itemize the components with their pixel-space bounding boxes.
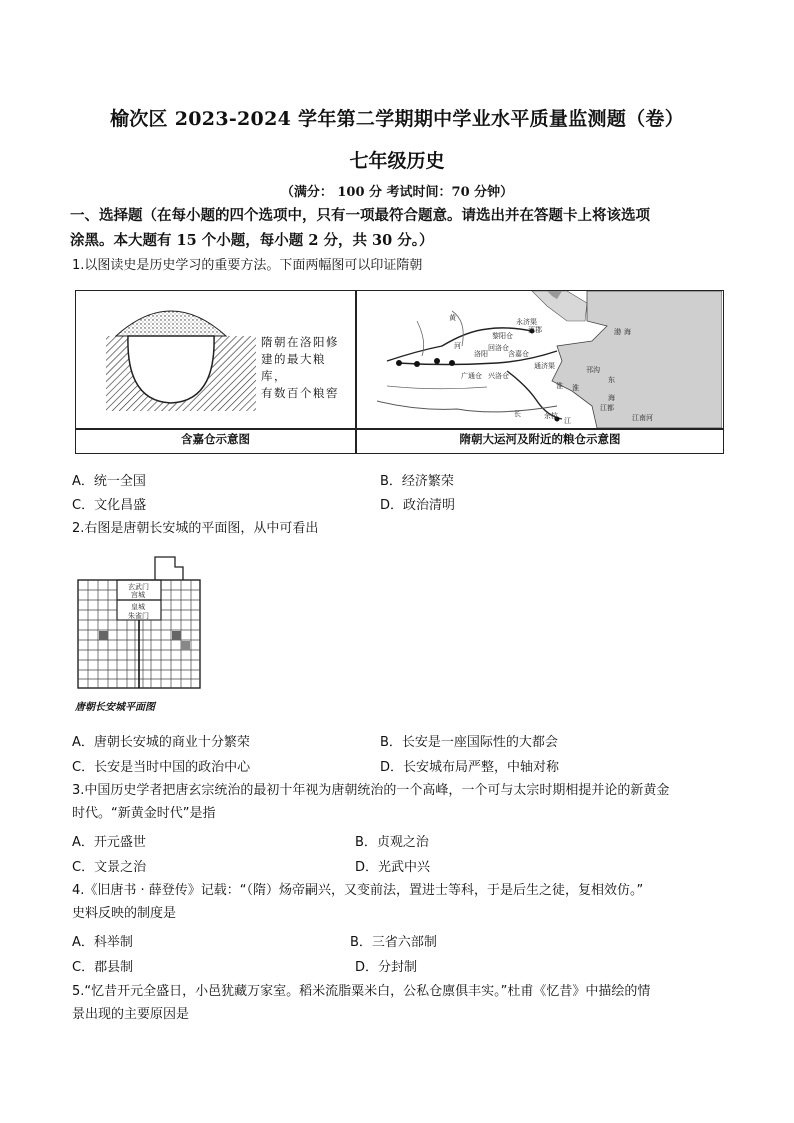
exam-title: 榆次区 2023-2024 学年第二学期期中学业水平质量监测题（卷） [109, 108, 685, 130]
exam-subtitle: 七年级历史 [349, 150, 445, 172]
q4-option-d: D．分封制 [355, 960, 418, 975]
score-line: （满分： 100 分 考试时间：70 分钟） [280, 185, 514, 200]
map-label: 黎阳仓 [492, 332, 513, 340]
left-caption: 含嘉仓示意图 [181, 432, 250, 446]
q4-option-a: A．科举制 [72, 935, 133, 950]
q2-option-c: C．长安是当时中国的政治中心 [72, 760, 251, 775]
changan-label: 宫城 [131, 591, 145, 599]
q4-stem-line1: 4.《旧唐书 · 薛登传》记载：“（隋）炀帝嗣兴，又变前法，置进士等科，于是后生之徒，复相效仿。” [72, 883, 644, 898]
q2-figure-caption: 唐朝长安城平面图 [75, 702, 155, 713]
q1-stem: 1.以图读史是历史学习的重要方法。下面两幅图可以印证隋朝 [72, 258, 423, 273]
q3-stem [72, 779, 732, 825]
map-label: 海 [624, 328, 631, 336]
changan-plan [75, 555, 205, 695]
map-label: 涿郡 [528, 326, 542, 334]
q3-option-b: B．贞观之治 [355, 835, 429, 850]
map-label: 江 [564, 417, 571, 425]
map-label: 河 [454, 342, 461, 350]
map-label: 洛阳 [474, 350, 488, 358]
map-label: 海 [608, 394, 615, 402]
q3-stem-line1: 3.中国历史学者把唐玄宗统治的最初十年视为唐朝统治的一个高峰，一个可与太宗时期相提并论的新黄金 [72, 783, 670, 798]
q2-option-d: D．长安城布局严整，中轴对称 [380, 760, 560, 775]
changan-label: 玄武门 [128, 583, 149, 591]
map-label: 江南河 [632, 414, 653, 422]
map-label: 兴洛仓 [488, 372, 509, 380]
q1-figure [75, 290, 724, 454]
q1-option-c: C．文化昌盛 [72, 498, 147, 513]
q4-option-b: B．三省六部制 [350, 935, 437, 950]
map-label: 淮 [572, 384, 579, 392]
q5-stem [72, 980, 732, 1026]
section-heading-line2: 涂黑。本大题有 15 个小题，每小题 2 分，共 30 分。） [70, 232, 434, 249]
granary-note-line2: 建的最大粮库， [261, 352, 326, 383]
q3-option-d: D．光武中兴 [355, 860, 431, 875]
q2-option-b: B．长安是一座国际性的大都会 [380, 735, 558, 750]
map-label: 永济渠 [516, 318, 537, 326]
q4-stem-line2: 史料反映的制度是 [72, 906, 177, 921]
map-label: 含嘉仓 [508, 350, 529, 358]
q2-figure [75, 555, 205, 715]
q5-stem-line2: 景出现的主要原因是 [72, 1007, 190, 1022]
map-label: 黄 [449, 314, 456, 322]
q3-stem-line2: 时代。“新黄金时代”是指 [72, 806, 216, 821]
map-label: 淮 [556, 382, 563, 390]
map-label: 江都 [600, 404, 614, 412]
q1-option-d: D．政治清明 [380, 498, 456, 513]
q1-option-b: B．经济繁荣 [380, 474, 454, 489]
map-label: 广通仓 [461, 372, 482, 380]
changan-label: 皇城 [131, 603, 145, 611]
section-heading-line1: 一、选择题（在每小题的四个选项中，只有一项最符合题意。请选出并在答题卡上将该选项 [70, 207, 650, 224]
q4-option-c: C．郡县制 [72, 960, 134, 975]
map-label: 余杭 [544, 412, 558, 420]
map-label: 回洛仓 [488, 344, 509, 352]
map-label: 渤 [614, 328, 621, 336]
right-caption: 隋朝大运河及附近的粮仓示意图 [459, 432, 621, 446]
map-label: 通济渠 [534, 362, 555, 370]
figure-caption-divider [76, 428, 723, 430]
map-label: 长 [514, 410, 521, 418]
q4-stem [72, 879, 732, 925]
section-heading [70, 203, 730, 253]
changan-label: 朱雀门 [128, 612, 149, 620]
q2-stem: 2.右图是唐朝长安城的平面图，从中可看出 [72, 521, 319, 536]
map-label: 邗沟 [586, 366, 600, 374]
q3-option-c: C．文景之治 [72, 860, 147, 875]
granary-note [261, 334, 345, 402]
q5-stem-line1: 5.“忆昔开元全盛日，小邑犹藏万家室。稻米流脂粟米白，公私仓廪俱丰实。”杜甫《忆昔》中描绘的情 [72, 984, 651, 999]
q1-option-a: A．统一全国 [72, 474, 146, 489]
q3-option-a: A．开元盛世 [72, 835, 146, 850]
q2-option-a: A．唐朝长安城的商业十分繁荣 [72, 735, 250, 750]
canal-map [357, 291, 722, 428]
granary-note-line1: 隋朝在洛阳修 [261, 335, 339, 349]
granary-note-line3: 有数百个粮窖 [261, 386, 339, 400]
map-label: 东 [608, 376, 615, 384]
